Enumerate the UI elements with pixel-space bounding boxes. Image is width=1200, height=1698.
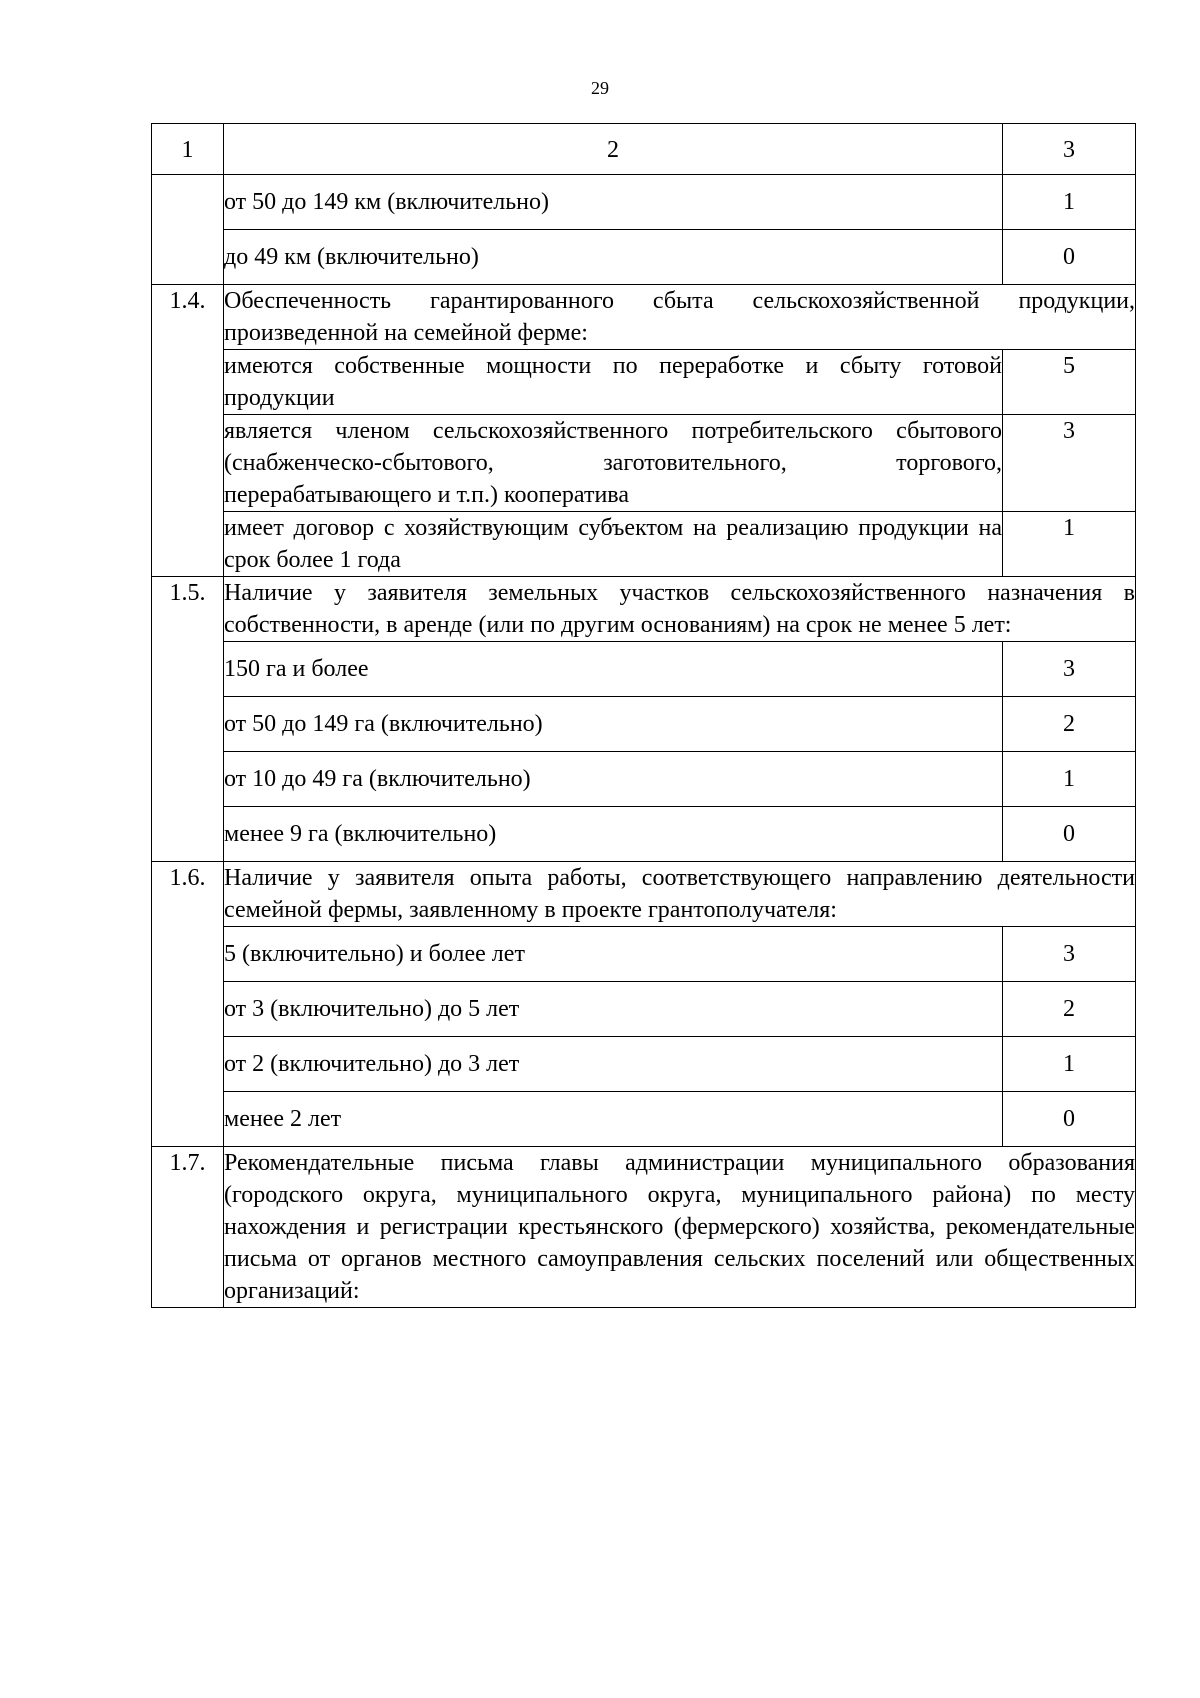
- section-number: 1.7.: [152, 1147, 224, 1308]
- row-score: 2: [1003, 697, 1136, 752]
- row-text: менее 2 лет: [224, 1092, 1003, 1147]
- table-row: [152, 350, 1136, 415]
- table-row: [152, 1092, 1136, 1147]
- row-score: 3: [1003, 927, 1136, 982]
- table-row: [152, 807, 1136, 862]
- section-title: Наличие у заявителя земельных участков сельскохозяйственного назначения в собственности, в аренде (или по другим основаниям) на срок не менее 5 лет:: [224, 577, 1136, 642]
- section-title-row: [152, 1147, 1136, 1308]
- table-row: [152, 752, 1136, 807]
- row-score: 1: [1003, 512, 1136, 577]
- section-number: 1.4.: [152, 285, 224, 577]
- row-text: является членом сельскохозяйственного потребительского сбытового (снабженческо-сбытового, заготовительного, торгового, перерабатывающего и т.п.) кооператива: [224, 415, 1003, 512]
- header-col-3: 3: [1003, 124, 1136, 175]
- row-text: менее 9 га (включительно): [224, 807, 1003, 862]
- row-score: 0: [1003, 1092, 1136, 1147]
- row-score: 5: [1003, 350, 1136, 415]
- section-title: Наличие у заявителя опыта работы, соответствующего направлению деятельности семейной фермы, заявленному в проекте грантополучателя:: [224, 862, 1136, 927]
- row-score: 1: [1003, 175, 1136, 230]
- table-row: [152, 230, 1136, 285]
- row-score: 1: [1003, 752, 1136, 807]
- table-row: [152, 642, 1136, 697]
- row-score: 3: [1003, 415, 1136, 512]
- table-header-row: [152, 124, 1136, 175]
- row-text: имеет договор с хозяйствующим субъектом на реализацию продукции на срок более 1 года: [224, 512, 1003, 577]
- section-title: Рекомендательные письма главы администрации муниципального образования (городского округа, муниципального округа, муниципального района) по месту нахождения и регистрации крестьянского (фермерского) хозяйства, рекомендательные письма от органов местного самоуправления сельских поселений или общественных организаций:: [224, 1147, 1136, 1308]
- criteria-table: [151, 123, 1136, 1308]
- section-title-row: [152, 285, 1136, 350]
- table-row: [152, 175, 1136, 230]
- table-row: [152, 982, 1136, 1037]
- row-score: 2: [1003, 982, 1136, 1037]
- row-text: от 2 (включительно) до 3 лет: [224, 1037, 1003, 1092]
- section-title: Обеспеченность гарантированного сбыта сельскохозяйственной продукции, произведенной на семейной ферме:: [224, 285, 1136, 350]
- header-col-2: 2: [224, 124, 1003, 175]
- section-number: 1.5.: [152, 577, 224, 862]
- row-text: от 50 до 149 га (включительно): [224, 697, 1003, 752]
- table-row: [152, 512, 1136, 577]
- row-text: 5 (включительно) и более лет: [224, 927, 1003, 982]
- row-text: от 3 (включительно) до 5 лет: [224, 982, 1003, 1037]
- row-text: от 50 до 149 км (включительно): [224, 175, 1003, 230]
- row-text: 150 га и более: [224, 642, 1003, 697]
- page-number: 29: [591, 78, 609, 98]
- table-row: [152, 927, 1136, 982]
- table-row: [152, 415, 1136, 512]
- row-score: 0: [1003, 807, 1136, 862]
- header-col-1: 1: [152, 124, 224, 175]
- section-title-row: [152, 862, 1136, 927]
- row-score: 3: [1003, 642, 1136, 697]
- table-row: [152, 1037, 1136, 1092]
- row-number-cell: [152, 175, 224, 285]
- row-score: 0: [1003, 230, 1136, 285]
- table-row: [152, 697, 1136, 752]
- row-score: 1: [1003, 1037, 1136, 1092]
- row-text: имеются собственные мощности по переработке и сбыту готовой продукции: [224, 350, 1003, 415]
- row-text: до 49 км (включительно): [224, 230, 1003, 285]
- section-title-row: [152, 577, 1136, 642]
- section-number: 1.6.: [152, 862, 224, 1147]
- row-text: от 10 до 49 га (включительно): [224, 752, 1003, 807]
